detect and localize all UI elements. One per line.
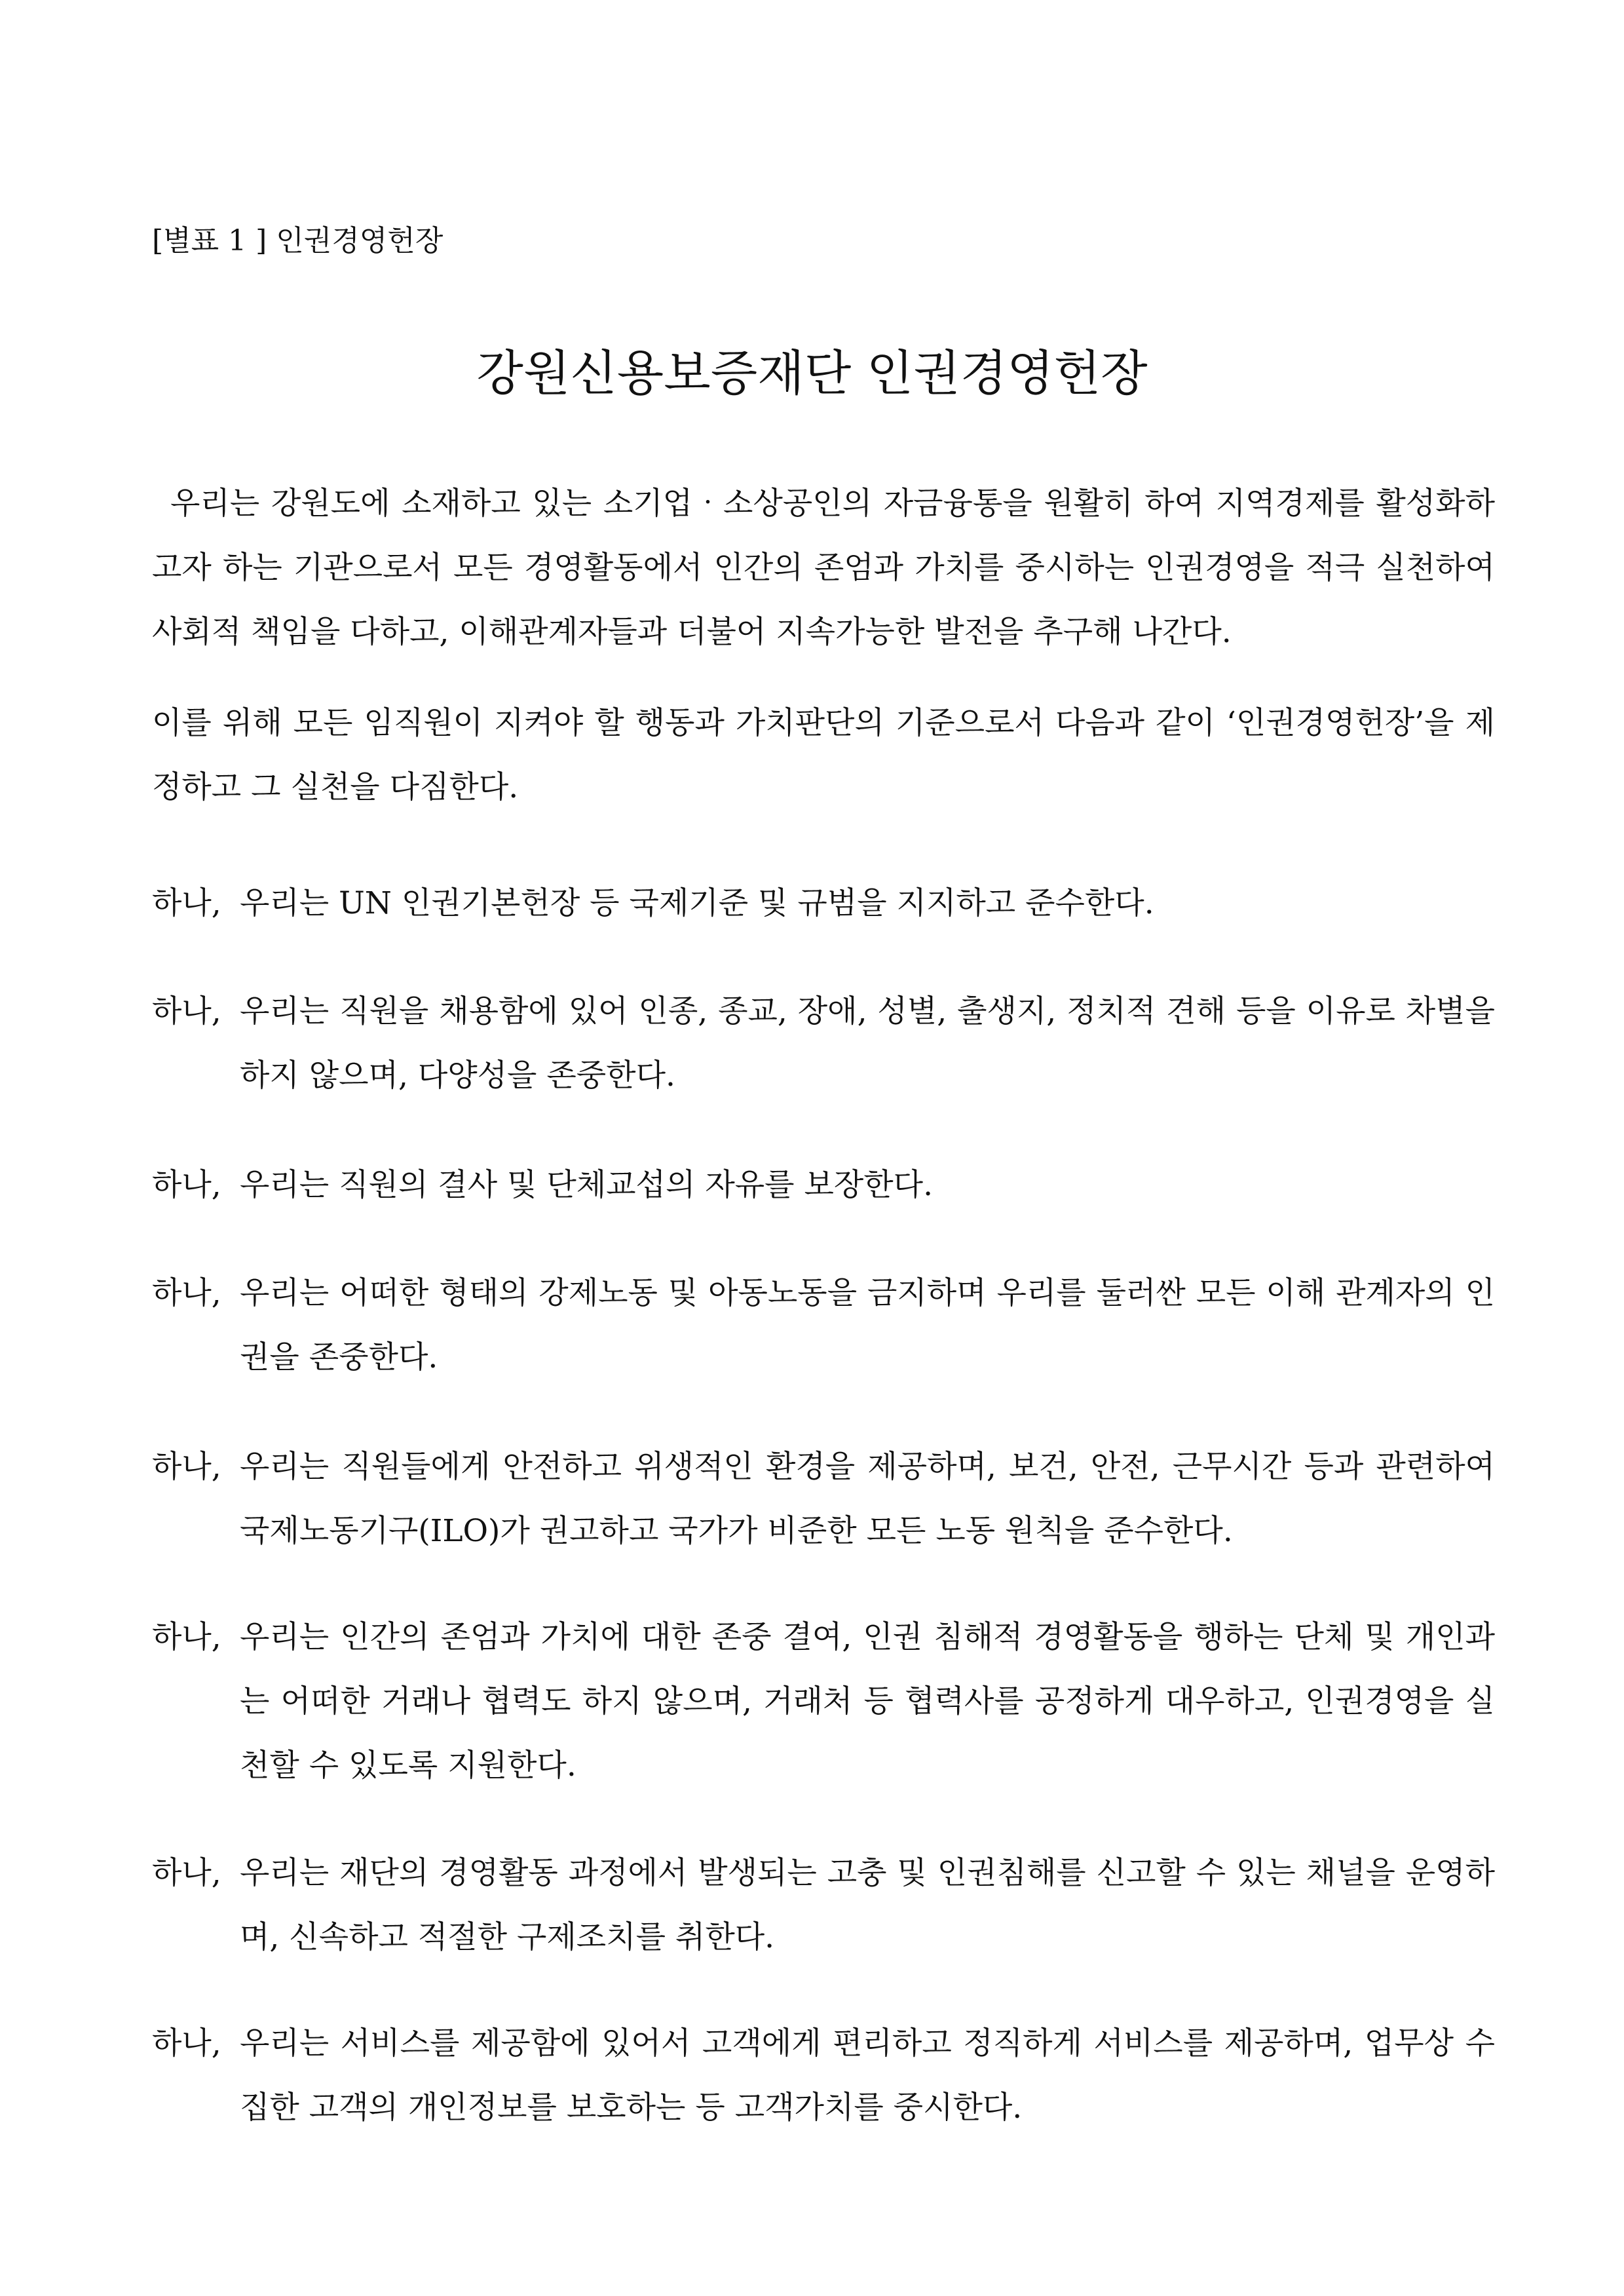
article-prefix: 하나,	[152, 2025, 221, 2061]
article-prefix: 하나,	[152, 1275, 221, 1311]
attachment-label: [별표 1 ] 인권경영헌장	[152, 224, 444, 258]
preamble-paragraph: 이를 위해 모든 임직원이 지켜야 할 행동과 가치판단의 기준으로서 다음과 같이 ‘인권경영헌장’을 제정하고 그 실천을 다짐한다.	[152, 705, 1495, 805]
article-text: 우리는 직원들에게 안전하고 위생적인 환경을 제공하며, 보건, 안전, 근무시간 등과 관련하여 국제노동기구(ILO)가 권고하고 국가가 비준한 모든 노동 원칙을 준수한다.	[240, 1449, 1495, 1549]
article-prefix: 하나,	[152, 1855, 221, 1891]
charter-article	[152, 1153, 1495, 1217]
article-text: 우리는 인간의 존엄과 가치에 대한 존중 결여, 인권 침해적 경영활동을 행하는 단체 및 개인과는 어떠한 거래나 협력도 하지 않으며, 거래처 등 협력사를 공정하게 대우하고, 인권경영을 실천할 수 있도록 지원한다.	[240, 1619, 1495, 1784]
charter-article	[152, 1435, 1495, 1563]
charter-article	[152, 1261, 1495, 1390]
article-prefix: 하나,	[152, 1167, 221, 1203]
article-prefix: 하나,	[152, 1449, 221, 1485]
charter-article	[152, 2012, 1495, 2140]
article-text: 우리는 서비스를 제공함에 있어서 고객에게 편리하고 정직하게 서비스를 제공하며, 업무상 수집한 고객의 개인정보를 보호하는 등 고객가치를 중시한다.	[240, 2025, 1495, 2126]
article-text: 우리는 직원을 채용함에 있어 인종, 종교, 장애, 성별, 출생지, 정치적 견해 등을 이유로 차별을 하지 않으며, 다양성을 존중한다.	[240, 993, 1495, 1094]
article-text: 우리는 직원의 결사 및 단체교섭의 자유를 보장한다.	[240, 1167, 934, 1203]
article-prefix: 하나,	[152, 993, 221, 1029]
article-text: 우리는 UN 인권기본헌장 등 국제기준 및 규범을 지지하고 준수한다.	[240, 885, 1154, 921]
article-prefix: 하나,	[152, 1619, 221, 1655]
document-title: 강원신용보증재단 인권경영헌장	[476, 345, 1148, 402]
article-text: 우리는 어떠한 형태의 강제노동 및 아동노동을 금지하며 우리를 둘러싼 모든 이해 관계자의 인권을 존중한다.	[240, 1275, 1495, 1375]
charter-article	[152, 871, 1495, 936]
charter-article	[152, 1605, 1495, 1798]
article-text: 우리는 재단의 경영활동 과정에서 발생되는 고충 및 인권침해를 신고할 수 있는 채널을 운영하며, 신속하고 적절한 구제조치를 취한다.	[240, 1855, 1495, 1955]
article-prefix: 하나,	[152, 885, 221, 921]
preamble-paragraph: 우리는 강원도에 소재하고 있는 소기업‧소상공인의 자금융통을 원활히 하여 지역경제를 활성화하고자 하는 기관으로서 모든 경영활동에서 인간의 존엄과 가치를 중시하는 인권경영을 적극 실천하여 사회적 책임을 다하고, 이해관계자들과 더불어 지속가능한 발전을 추구해 나간다.	[152, 486, 1495, 650]
charter-article	[152, 1841, 1495, 1970]
charter-article	[152, 980, 1495, 1108]
